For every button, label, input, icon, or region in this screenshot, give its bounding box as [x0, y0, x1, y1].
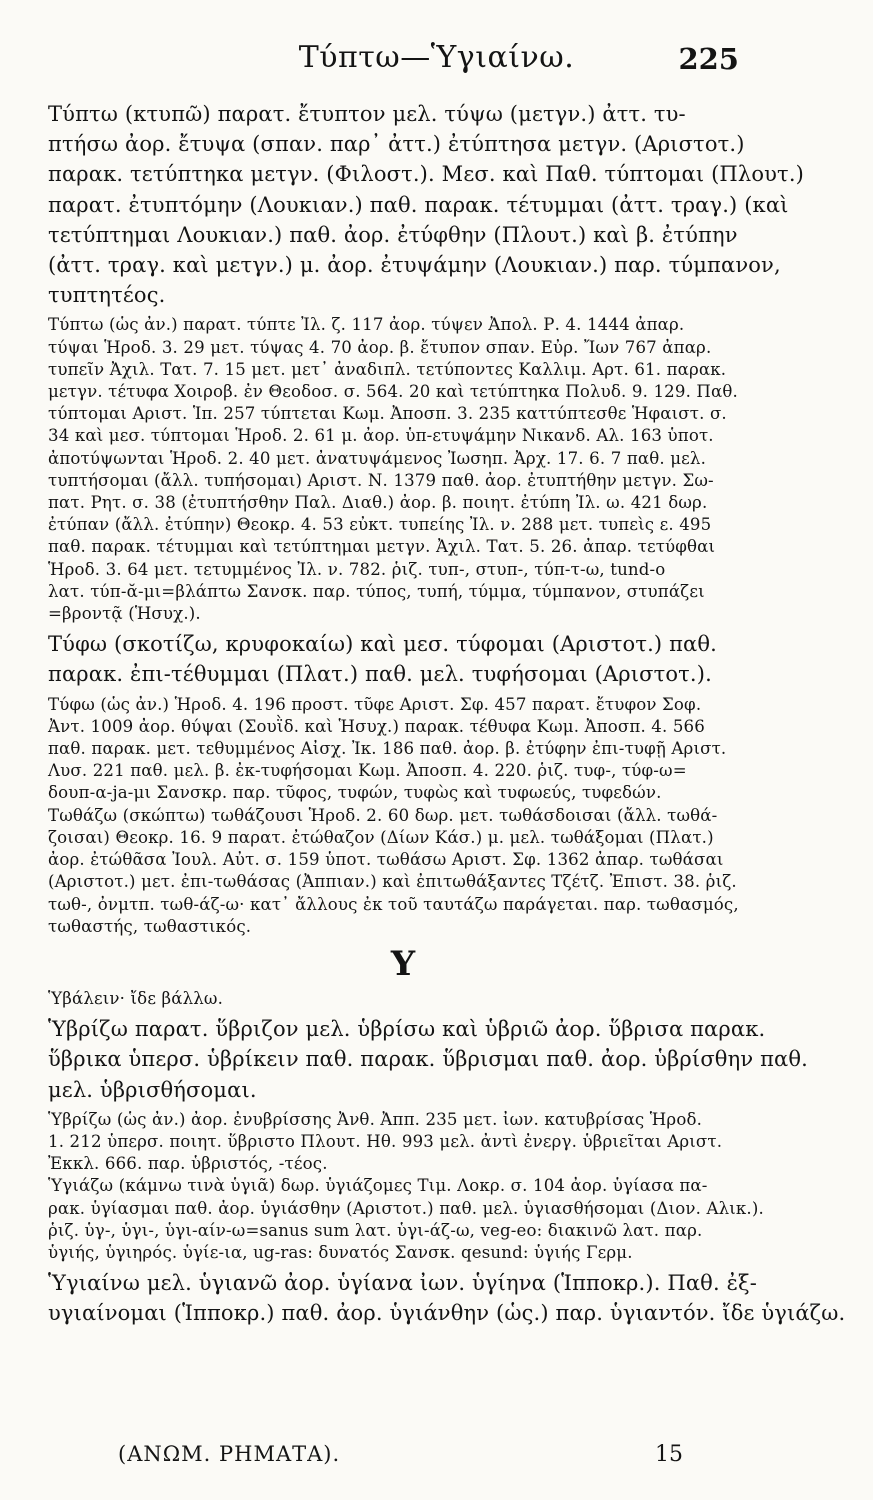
main-entry-line: Ὑγιαίνω μελ. ὑγιανῶ ἀορ. ὑγίανα ἰων. ὑγίηνα (Ἱπποκρ.). Παθ. ἐξ- — [48, 1271, 757, 1296]
main-entry — [48, 629, 758, 689]
note-line: (Αριστοτ.) μετ. ἐπι-τωθάσας (Ἀππιαν.) καὶ ἐπιτωθάξαντες Τζέτζ. Ἐπιστ. 38. ῥιζ. — [48, 872, 737, 892]
dictionary-body — [48, 95, 846, 1329]
note-line: μετγν. τέτυφα Χοιροβ. ἐν Θεοδοσ. σ. 564. 20 καὶ τετύπτηκα Πολυδ. 9. 129. Παθ. — [48, 382, 738, 402]
main-entry-line: (ἀττ. τραγ. καὶ μετγν.) μ. ἀορ. ἐτυψάμην (Λουκιαν.) παρ. τύμπανον, — [48, 253, 781, 278]
main-entry-line: παρακ. ἐπι-τέθυμμαι (Πλατ.) παθ. μελ. τυφήσομαι (Αριστοτ.). — [48, 662, 712, 687]
main-entry-line: παρακ. τετύπτηκα μετγν. (Φιλοστ.). Μεσ. καὶ Παθ. τύπτομαι (Πλουτ.) — [48, 162, 804, 187]
note-line: Ἀντ. 1009 ἀορ. θύψαι (Σουῒδ. καὶ Ἡσυχ.) παρακ. τέθυφα Κωμ. Ἀποσπ. 4. 566 — [48, 716, 705, 736]
note-line: παθ. παρακ. μετ. τεθυμμένος Αἰσχ. Ἰκ. 186 παθ. ἀορ. β. ἐτύφην ἐπι-τυφῇ Αριστ. — [48, 739, 727, 759]
main-entry-line: ὕβρικα ὑπερσ. ὑβρίκειν παθ. παρακ. ὕβρισμαι παθ. ἀορ. ὑβρίσθην παθ. — [48, 1047, 808, 1072]
main-entry — [48, 1014, 808, 1105]
note-line: ἀποτύψωνται Ἡροδ. 2. 40 μετ. ἀνατυψάμενος Ἰωσηπ. Ἀρχ. 17. 6. 7 παθ. μελ. — [48, 448, 707, 468]
note-line: τυπτήσομαι (ἄλλ. τυπήσομαι) Αριστ. Ν. 1379 παθ. ἀορ. ἐτυπτήθην μετγν. Σω- — [48, 470, 714, 490]
note-line: Τύπτω (ὡς ἀν.) παρατ. τύπτε Ἰλ. ζ. 117 ἀορ. τύψεν Ἀπολ. Ρ. 4. 1444 ἀπαρ. — [48, 315, 685, 335]
note-line: τωθ-, ὀνμτπ. τωθ-άζ-ω· κατ᾽ ἄλλους ἐκ τοῦ ταυτάζω παράγεται. παρ. τωθασμός, — [48, 894, 739, 914]
note-line: δουπ-α-ja-μι Σανσκρ. παρ. τῦφος, τυφών, τυφὼς καὶ τυφωεύς, τυφεδών. — [48, 783, 662, 803]
page-title: Τύπτω—Ὑγιαίνω. — [298, 40, 575, 75]
section-letter: Υ — [390, 943, 416, 984]
note-entry — [48, 694, 758, 938]
note-line: Λυσ. 221 παθ. μελ. β. ἐκ-τυφήσομαι Κωμ. Ἀποσπ. 4. 220. ῥιζ. τυφ-, τύφ-ω= — [48, 761, 687, 781]
main-entry-line: μελ. ὑβρισθήσομαι. — [48, 1077, 257, 1102]
signature-mark: 15 — [655, 1442, 683, 1467]
note-line: τύψαι Ἡροδ. 3. 29 μετ. τύψας 4. 70 ἀορ. β. ἔτυπον σπαν. Εὐρ. Ἴων 767 ἀπαρ. — [48, 337, 712, 357]
note-line: Ὑβρίζω (ὡς ἀν.) ἀορ. ἐνυβρίσσης Ἀνθ. Ἀππ. 235 μετ. ἰων. κατυβρίσας Ἡροδ. — [48, 1109, 703, 1129]
main-entry-line: Τύφω (σκοτίζω, κρυφοκαίω) καὶ μεσ. τύφομαι (Αριστοτ.) παθ. — [48, 632, 717, 657]
note-entry — [48, 988, 758, 1010]
footer-label: (ΑΝΩΜ. ΡΗΜΑΤΑ). — [118, 1442, 341, 1466]
note-line: ὑγιής, ὑγιηρός. ὑγίε-ια, ug-ras: δυνατός Σανσκ. qesund: ὑγιής Γερμ. — [48, 1242, 633, 1262]
note-line: Ὑβάλειν· ἴδε βάλλω. — [48, 988, 224, 1008]
main-entry — [48, 99, 804, 310]
note-line: ἀορ. ἐτώθᾶσα Ἰουλ. Αὐτ. σ. 159 ὑποτ. τωθάσω Αριστ. Σφ. 1362 ἀπαρ. τωθάσαι — [48, 850, 724, 870]
note-line: Τωθάζω (σκώπτω) τωθάζουσι Ἡροδ. 2. 60 δωρ. μετ. τωθάσδοισαι (ἄλλ. τωθά- — [48, 805, 718, 825]
note-line: Ὑγιάζω (κάμνω τινὰ ὑγιᾶ) δωρ. ὑγιάζομες Τιμ. Λοκρ. σ. 104 ἀορ. ὑγίασα πα- — [48, 1176, 708, 1196]
page-footer — [0, 1442, 873, 1482]
note-line: ρακ. ὑγίασμαι παθ. ἀορ. ὑγιάσθην (Αριστοτ.) παθ. μελ. ὑγιασθήσομαι (Διον. Αλικ.). — [48, 1198, 764, 1218]
note-line: τύπτομαι Αριστ. Ἱπ. 257 τύπτεται Κωμ. Ἀποσπ. 3. 235 καττύπτεσθε Ἡφαιστ. σ. — [48, 404, 727, 424]
note-line: παθ. παρακ. τέτυμμαι καὶ τετύπτημαι μετγν. Ἀχιλ. Τατ. 5. 26. ἀπαρ. τετύφθαι — [48, 537, 716, 557]
note-line: Ἐκκλ. 666. παρ. ὑβριστός, -τέος. — [48, 1154, 328, 1174]
main-entry-line: πτήσω ἀορ. ἔτυψα (σπαν. παρ᾽ ἀττ.) ἐτύπτησα μετγν. (Αριστοτ.) — [48, 132, 745, 157]
note-line: ἐτύπαν (ἄλλ. ἐτύπην) Θεοκρ. 4. 53 εὐκτ. τυπείης Ἰλ. ν. 288 μετ. τυπεὶς ε. 495 — [48, 515, 712, 535]
main-entry-line: Ὑβρίζω παρατ. ὕβριζον μελ. ὑβρίσω καὶ ὑβριῶ ἀορ. ὕβρισα παρακ. — [48, 1017, 766, 1042]
main-entry-line: τυπτητέος. — [48, 283, 166, 308]
note-line: τωθαστής, τωθαστικός. — [48, 916, 252, 936]
note-line: πατ. Ρητ. σ. 38 (ἐτυπτήσθην Παλ. Διαθ.) ἀορ. β. ποιητ. ἐτύπη Ἰλ. ω. 421 δωρ. — [48, 493, 708, 513]
main-entry-line: παρατ. ἐτυπτόμην (Λουκιαν.) παθ. παρακ. τέτυμμαι (ἀττ. τραγ.) (καὶ — [48, 192, 789, 217]
page-number: 225 — [678, 42, 739, 76]
note-line: 1. 212 ὑπερσ. ποιητ. ὕβριστο Πλουτ. Ηθ. 993 μελ. ἀντὶ ἐνεργ. ὑβριεῖται Αριστ. — [48, 1131, 723, 1151]
note-entry — [48, 1109, 764, 1264]
note-line: τυπεῖν Ἀχιλ. Τατ. 7. 15 μετ. μετ᾽ ἀναδιπλ. τετύποντες Καλλιμ. Αρτ. 61. παρακ. — [48, 359, 727, 379]
note-line: Τύφω (ὡς ἀν.) Ἡροδ. 4. 196 προστ. τῦφε Αριστ. Σφ. 457 παρατ. ἔτυφον Σοφ. — [48, 694, 702, 714]
note-line: λατ. τύπ-ᾰ-μι=βλάπτω Σανσκ. παρ. τύπος, τυπή, τύμμα, τύμπανον, στυπάζει — [48, 581, 705, 601]
note-line: 34 καὶ μεσ. τύπτομαι Ἡροδ. 2. 61 μ. ἀορ. ὑπ-ετυψάμην Νικανδ. Αλ. 163 ὑποτ. — [48, 426, 714, 446]
main-entry-line: υγιαίνομαι (Ἱπποκρ.) παθ. ἀορ. ὑγιάνθην (ὡς.) παρ. ὑγιαντόν. ἴδε ὑγιάζω. — [48, 1301, 846, 1326]
main-entry — [48, 1268, 846, 1328]
note-line: ζοισαι) Θεοκρ. 16. 9 παρατ. ἐτώθαζον (Δίων Κάσ.) μ. μελ. τωθάξομαι (Πλατ.) — [48, 827, 714, 847]
note-line: =βροντᾷ (Ἡσυχ.). — [48, 604, 201, 624]
main-entry-line: τετύπτημαι Λουκιαν.) παθ. ἀορ. ἐτύφθην (Πλουτ.) καὶ β. ἐτύπην — [48, 222, 738, 247]
note-line: ῥιζ. ὑγ-, ὑγι-, ὑγι-αίν-ω=sanus sum λατ. ὑγι-άζ-ω, veg-eo: διακινῶ λατ. παρ. — [48, 1220, 703, 1240]
note-entry — [48, 314, 758, 625]
note-line: Ἡροδ. 3. 64 μετ. τετυμμένος Ἰλ. ν. 782. ῥιζ. τυπ-, στυπ-, τύπ-τ-ω, tund-o — [48, 559, 666, 579]
main-entry-line: Τύπτω (κτυπῶ) παρατ. ἔτυπτον μελ. τύψω (μετγν.) ἀττ. τυ- — [48, 102, 686, 126]
page-header — [0, 40, 873, 80]
